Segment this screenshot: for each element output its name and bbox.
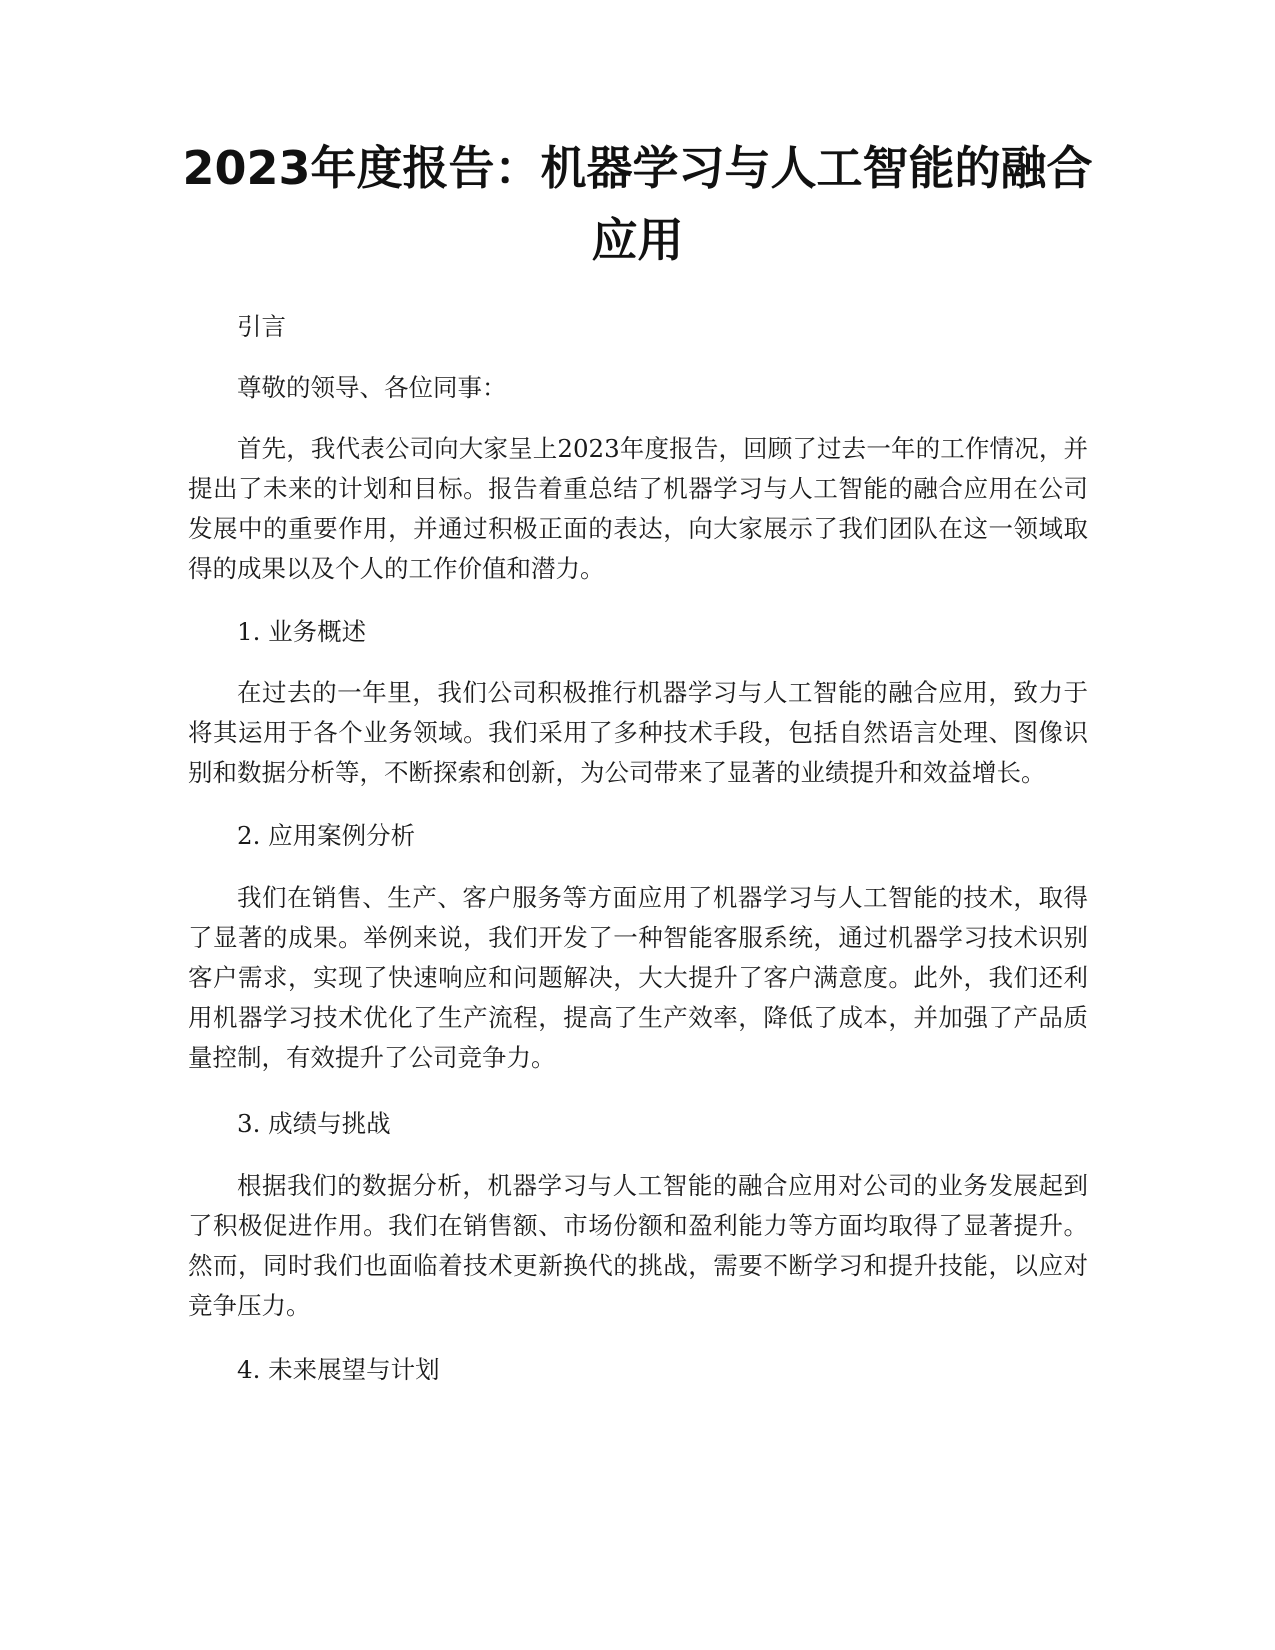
document-title: 2023年度报告：机器学习与人工智能的融合应用 <box>182 141 1093 267</box>
section-heading-overview: 1. 业务概述 <box>237 617 367 646</box>
section-paragraph-overview: 在过去的一年里，我们公司积极推行机器学习与人工智能的融合应用，致力于将其运用于各个业务领域。我们采用了多种技术手段，包括自然语言处理、图像识别和数据分析等，不断探索和创新，为公司带来了显著的业绩提升和效益增长。 <box>188 678 1088 787</box>
section-paragraph-cases: 我们在销售、生产、客户服务等方面应用了机器学习与人工智能的技术，取得了显著的成果。举例来说，我们开发了一种智能客服系统，通过机器学习技术识别客户需求，实现了快速响应和问题解决，大大提升了客户满意度。此外，我们还利用机器学习技术优化了生产流程，提高了生产效率，降低了成本，并加强了产品质量控制，有效提升了公司竞争力。 <box>188 883 1088 1072</box>
salutation: 尊敬的领导、各位同事： <box>237 373 507 402</box>
intro-heading: 引言 <box>237 312 286 341</box>
section-heading-outlook: 4. 未来展望与计划 <box>237 1355 440 1384</box>
intro-paragraph: 首先，我代表公司向大家呈上2023年度报告，回顾了过去一年的工作情况，并提出了未来的计划和目标。报告着重总结了机器学习与人工智能的融合应用在公司发展中的重要作用，并通过积极正面的表达，向大家展示了我们团队在这一领域取得的成果以及个人的工作价值和潜力。 <box>188 434 1088 583</box>
section-heading-cases: 2. 应用案例分析 <box>237 821 416 850</box>
section-heading-results: 3. 成绩与挑战 <box>237 1109 391 1138</box>
section-paragraph-results: 根据我们的数据分析，机器学习与人工智能的融合应用对公司的业务发展起到了积极促进作用。我们在销售额、市场份额和盈利能力等方面均取得了显著提升。然而，同时我们也面临着技术更新换代的挑战，需要不断学习和提升技能，以应对竞争压力。 <box>188 1171 1088 1320</box>
